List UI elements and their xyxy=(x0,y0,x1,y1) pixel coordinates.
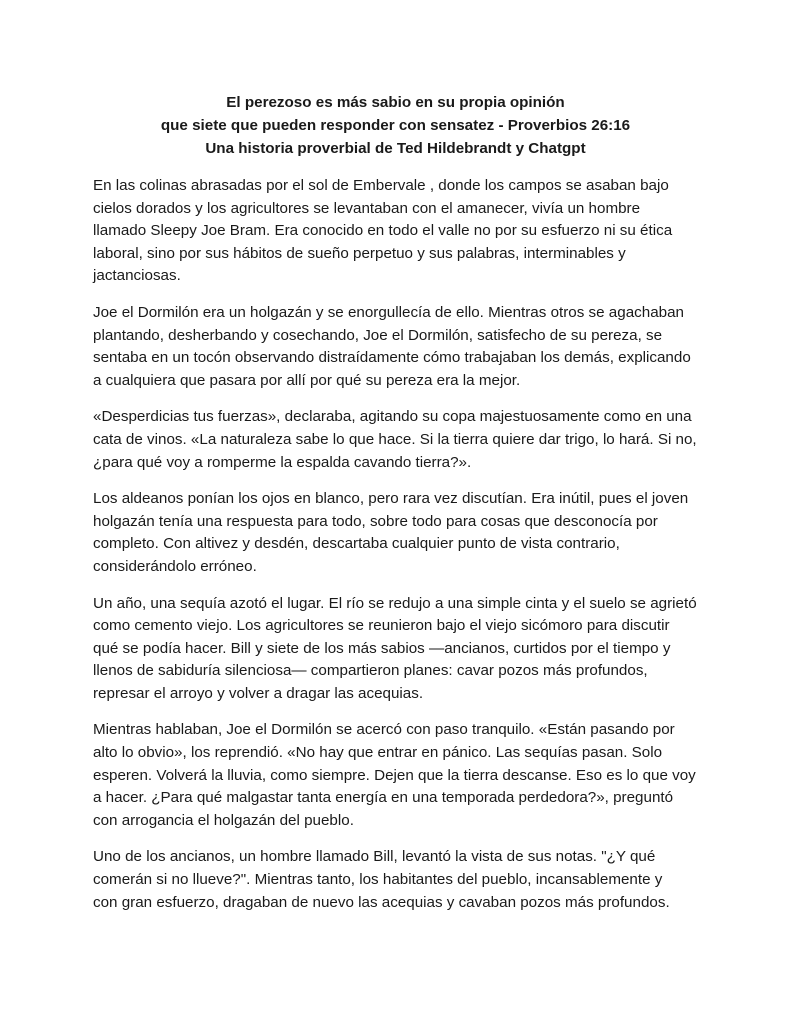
text-line: represar el arroyo y volver a dragar las acequias. xyxy=(93,684,424,702)
story-body xyxy=(93,175,709,928)
text-line: laboral, sino por sus hábitos de sueño perpetuo y sus palabras, interminables y xyxy=(93,244,626,262)
paragraph xyxy=(93,302,709,392)
text-line: llenos de sabiduría silenciosa— compartieron planes: cavar pozos más profundos, xyxy=(93,662,648,680)
text-line: plantando, desherbando y cosechando, Joe el Dormilón, satisfecho de su pereza, se xyxy=(93,326,663,344)
heading-proverb-line-1: El perezoso es más sabio en su propia opinión xyxy=(226,94,565,111)
text-line: completo. Con altivez y desdén, descartaba cualquier punto de vista contrario, xyxy=(93,535,620,553)
text-line: con gran esfuerzo, dragaban de nuevo las acequias y cavaban pozos más profundos. xyxy=(93,893,670,911)
paragraph xyxy=(93,593,709,706)
text-line: Joe el Dormilón era un holgazán y se enorgullecía de ello. Mientras otros se agachaban xyxy=(93,303,684,321)
text-line: esperen. Volverá la lluvia, como siempre. Dejen que la tierra descanse. Eso es lo que voy xyxy=(93,766,696,784)
text-line: llamado Sleepy Joe Bram. Era conocido en todo el valle no por su esfuerzo ni su ética xyxy=(93,222,673,240)
text-line: alto lo obvio», los reprendió. «No hay que entrar en pánico. Las sequías pasan. Solo xyxy=(93,744,663,762)
text-line: a hacer. ¿Para qué malgastar tanta energía en una temporada perdedora?», preguntó xyxy=(93,789,674,807)
text-line: jactanciosas. xyxy=(93,267,181,285)
paragraph xyxy=(93,488,709,578)
text-line: holgazán tenía una respuesta para todo, sobre todo para cosas que desconocía por xyxy=(93,512,658,530)
text-line: Mientras hablaban, Joe el Dormilón se acercó con paso tranquilo. «Están pasando por xyxy=(93,721,675,739)
text-line: «Desperdicias tus fuerzas», declaraba, agitando su copa majestuosamente como en una xyxy=(93,408,692,426)
text-line: Un año, una sequía azotó el lugar. El río se redujo a una simple cinta y el suelo se agrietó xyxy=(93,594,697,612)
text-line: cata de vinos. «La naturaleza sabe lo que hace. Si la tierra quiere dar trigo, lo hará. Si no, xyxy=(93,430,697,448)
heading-subtitle: Una historia proverbial de Ted Hildebrandt y Chatgpt xyxy=(205,140,586,157)
text-line: ¿para qué voy a romperme la espalda cavando tierra?». xyxy=(93,453,472,471)
text-line: sentaba en un tocón observando distraídamente cómo trabajaban los demás, explicando xyxy=(93,349,691,367)
text-line: considerándolo erróneo. xyxy=(93,557,257,575)
heading-proverb-line-2: que siete que pueden responder con sensatez - Proverbios 26:16 xyxy=(160,117,631,134)
document-heading xyxy=(60,91,731,160)
text-line: a cualquiera que pasara por allí por qué su pereza era la mejor. xyxy=(93,371,521,389)
text-line: como cemento viejo. Los agricultores se reunieron bajo el viejo sicómoro para discutir xyxy=(93,617,670,635)
paragraph xyxy=(93,719,709,832)
text-line: Los aldeanos ponían los ojos en blanco, pero rara vez discutían. Era inútil, pues el joven xyxy=(93,490,689,508)
text-line: qué se podía hacer. Bill y siete de los más sabios —ancianos, curtidos por el tiempo y xyxy=(93,639,671,657)
paragraph xyxy=(93,175,709,288)
text-line: comerán si no llueve?". Mientras tanto, los habitantes del pueblo, incansablemente y xyxy=(93,871,663,889)
text-line: con arrogancia el holgazán del pueblo. xyxy=(93,811,354,829)
paragraph xyxy=(93,846,709,914)
text-line: Uno de los ancianos, un hombre llamado Bill, levantó la vista de sus notas. "¿Y qué xyxy=(93,848,656,866)
text-line: En las colinas abrasadas por el sol de Embervale , donde los campos se asaban bajo xyxy=(93,177,669,194)
text-line: cielos dorados y los agricultores se levantaban con el amanecer, vivía un hombre xyxy=(93,199,641,217)
paragraph xyxy=(93,406,709,474)
